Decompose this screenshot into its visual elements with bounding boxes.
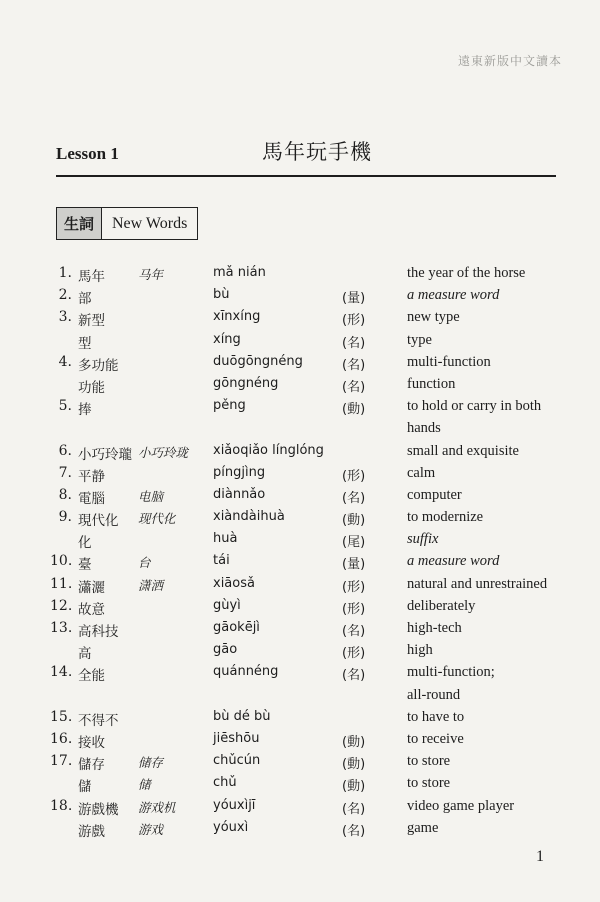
vocab-eng: to store [407,753,451,770]
vocab-pos: (名) [342,379,366,395]
vocab-list [0,262,600,839]
vocab-row [0,706,600,728]
vocab-pos: (動) [342,402,366,418]
vocab-pinyin: bù dé bù [213,708,271,724]
vocab-pinyin: tái [213,553,230,569]
vocab-num: 2. [58,287,72,304]
vocab-pinyin: chǔ [213,775,237,791]
vocab-pos: (形) [342,601,366,617]
vocab-row [0,440,600,462]
vocab-num: 6. [58,442,72,459]
vocab-pinyin: xīnxíng [213,309,261,325]
vocab-simp: 潇洒 [138,577,164,593]
vocab-simp: 游戏 [138,821,164,837]
vocab-eng: the year of the horse [407,265,526,281]
vocab-eng: game [407,819,439,836]
vocab-num: 10. [50,553,73,570]
vocab-trad: 全能 [78,668,105,685]
vocab-row [0,373,600,395]
vocab-simp: 马年 [138,267,164,282]
page-number: 1 [536,848,544,865]
vocab-row [0,684,600,706]
vocab-num: 17. [50,753,73,770]
vocab-eng: function [407,375,456,392]
vocab-pinyin: mǎ nián [213,265,266,280]
section-header-zh: 生詞 [57,208,102,239]
vocab-pinyin: chǔcún [213,753,261,769]
vocab-trad: 電腦 [78,490,105,507]
vocab-simp: 电脑 [138,488,164,504]
vocab-eng: deliberately [407,597,476,614]
vocab-trad: 高科技 [78,624,119,640]
vocab-trad: 化 [78,535,92,552]
vocab-row [0,484,600,506]
vocab-pos: (尾) [342,535,366,551]
vocab-simp: 游戏机 [138,799,176,815]
running-head: 遠東新版中文讀本 [457,54,562,68]
vocab-trad: 捧 [78,402,92,419]
vocab-num: 16. [50,730,73,747]
vocab-trad: 高 [78,646,92,663]
vocab-pinyin: jiēshōu [213,730,260,746]
section-header [56,207,198,240]
vocab-eng: to modernize [407,509,484,526]
vocab-num: 7. [58,464,72,481]
vocab-pinyin: bù [213,287,230,303]
vocab-pos: (量) [342,557,366,573]
vocab-pos: (名) [342,801,366,817]
vocab-row [0,772,600,794]
vocab-row [0,506,600,528]
heading-rule [56,175,556,177]
vocab-eng: small and exquisite [407,442,519,459]
vocab-pinyin: xiǎoqiǎo línglóng [213,442,324,458]
vocab-pos: (名) [342,823,366,839]
vocab-eng: all-round [407,686,461,703]
vocab-eng: new type [407,309,460,326]
vocab-trad: 部 [78,291,92,308]
vocab-simp: 小巧玲珑 [138,444,189,460]
vocab-pos: (動) [342,779,366,795]
vocab-simp: 储 [138,777,151,793]
vocab-pinyin: yóuxìjī [213,797,256,813]
vocab-num: 9. [58,509,72,526]
vocab-pos: (動) [342,513,366,529]
vocab-pos: (量) [342,291,366,307]
vocab-trad: 現代化 [78,513,119,530]
vocab-trad: 新型 [78,313,105,330]
vocab-pinyin: huà [213,531,238,547]
section-header-en: New Words [112,214,188,232]
vocab-pos: (形) [342,313,366,329]
lesson-label: Lesson 1 [56,144,119,163]
vocab-num: 11. [50,575,73,592]
vocab-pinyin: gāokējì [213,620,260,635]
vocab-trad: 平静 [78,468,105,485]
vocab-eng: to have to [407,708,465,725]
vocab-num: 8. [58,486,72,503]
vocab-row [0,284,600,306]
vocab-num: 15. [50,708,73,725]
vocab-eng: to store [407,775,451,792]
vocab-row [0,639,600,661]
vocab-num: 18. [50,797,73,814]
vocab-pos: (形) [342,579,366,595]
vocab-pinyin: xiàndàihuà [213,509,285,525]
vocab-num: 1. [58,265,72,281]
vocab-row [0,306,600,328]
vocab-row [0,462,600,484]
vocab-eng: video game player [407,797,515,814]
vocab-row [0,817,600,839]
vocab-pinyin: píngjìng [213,464,266,480]
vocab-trad: 小巧玲瓏 [78,446,132,463]
vocab-row [0,395,600,417]
vocab-eng: multi-function; [407,664,495,681]
vocab-pos: (動) [342,734,366,750]
vocab-row [0,417,600,439]
vocab-pinyin: gùyì [213,597,241,613]
vocab-row [0,617,600,639]
vocab-pinyin: xíng [213,331,241,347]
lesson-title: 馬年玩手機 [262,140,372,164]
vocab-row [0,351,600,373]
vocab-pinyin: xiāosǎ [213,575,255,591]
vocab-row [0,728,600,750]
vocab-pos: (形) [342,468,366,484]
lesson-heading [56,128,556,174]
vocab-eng: a measure word [407,553,500,570]
vocab-row [0,661,600,683]
vocab-num: 14. [50,664,73,681]
vocab-trad: 故意 [78,601,105,618]
vocab-pinyin: diànnǎo [213,486,266,502]
vocab-row [0,750,600,772]
vocab-eng: high [407,642,433,659]
vocab-row [0,595,600,617]
vocab-trad: 多功能 [78,357,119,374]
vocab-eng: suffix [407,531,439,548]
vocab-pos: (名) [342,490,366,506]
vocab-simp: 储存 [138,755,164,771]
vocab-eng: type [407,331,432,348]
vocab-num: 4. [58,353,72,370]
vocab-pinyin: gōngnéng [213,375,279,391]
vocab-pos: (名) [342,357,366,373]
vocab-trad: 瀟灑 [78,579,105,596]
vocab-num: 5. [58,398,72,415]
vocab-row [0,573,600,595]
vocab-eng: computer [407,486,462,503]
vocab-eng: to hold or carry in both [407,398,542,415]
vocab-trad: 型 [78,335,92,352]
vocab-trad: 儲 [78,779,92,796]
vocab-num: 3. [58,309,72,326]
vocab-pos: (名) [342,335,366,351]
vocab-eng: natural and unrestrained [407,575,548,592]
vocab-trad: 臺 [78,557,92,574]
vocab-row [0,550,600,572]
vocab-simp: 现代化 [138,511,176,527]
vocab-pinyin: pěng [213,398,246,414]
vocab-row [0,795,600,817]
vocab-trad: 游戲 [78,823,105,840]
vocab-pos: (形) [342,646,366,662]
vocab-eng: high-tech [407,620,462,636]
vocab-eng: multi-function [407,353,491,370]
vocab-simp: 台 [138,555,151,571]
vocab-pos: (名) [342,624,366,639]
vocab-pos: (名) [342,668,366,684]
vocab-trad: 接收 [78,734,105,751]
vocab-eng: to receive [407,730,464,747]
vocab-eng: a measure word [407,287,500,304]
vocab-trad: 馬年 [78,269,105,285]
vocab-row [0,528,600,550]
vocab-trad: 不得不 [78,712,119,729]
vocab-eng: hands [407,420,441,437]
vocab-pos: (動) [342,757,366,773]
vocab-pinyin: gāo [213,642,238,658]
vocab-trad: 游戲機 [78,801,119,818]
vocab-pinyin: quánnéng [213,664,279,680]
vocab-row [0,329,600,351]
vocab-trad: 儲存 [78,757,105,774]
vocab-pinyin: duōgōngnéng [213,353,303,369]
vocab-num: 13. [50,620,73,636]
vocab-eng: calm [407,464,436,481]
vocab-trad: 功能 [78,379,105,396]
vocab-row [0,262,600,284]
vocab-num: 12. [50,597,73,614]
vocab-pinyin: yóuxì [213,819,249,835]
